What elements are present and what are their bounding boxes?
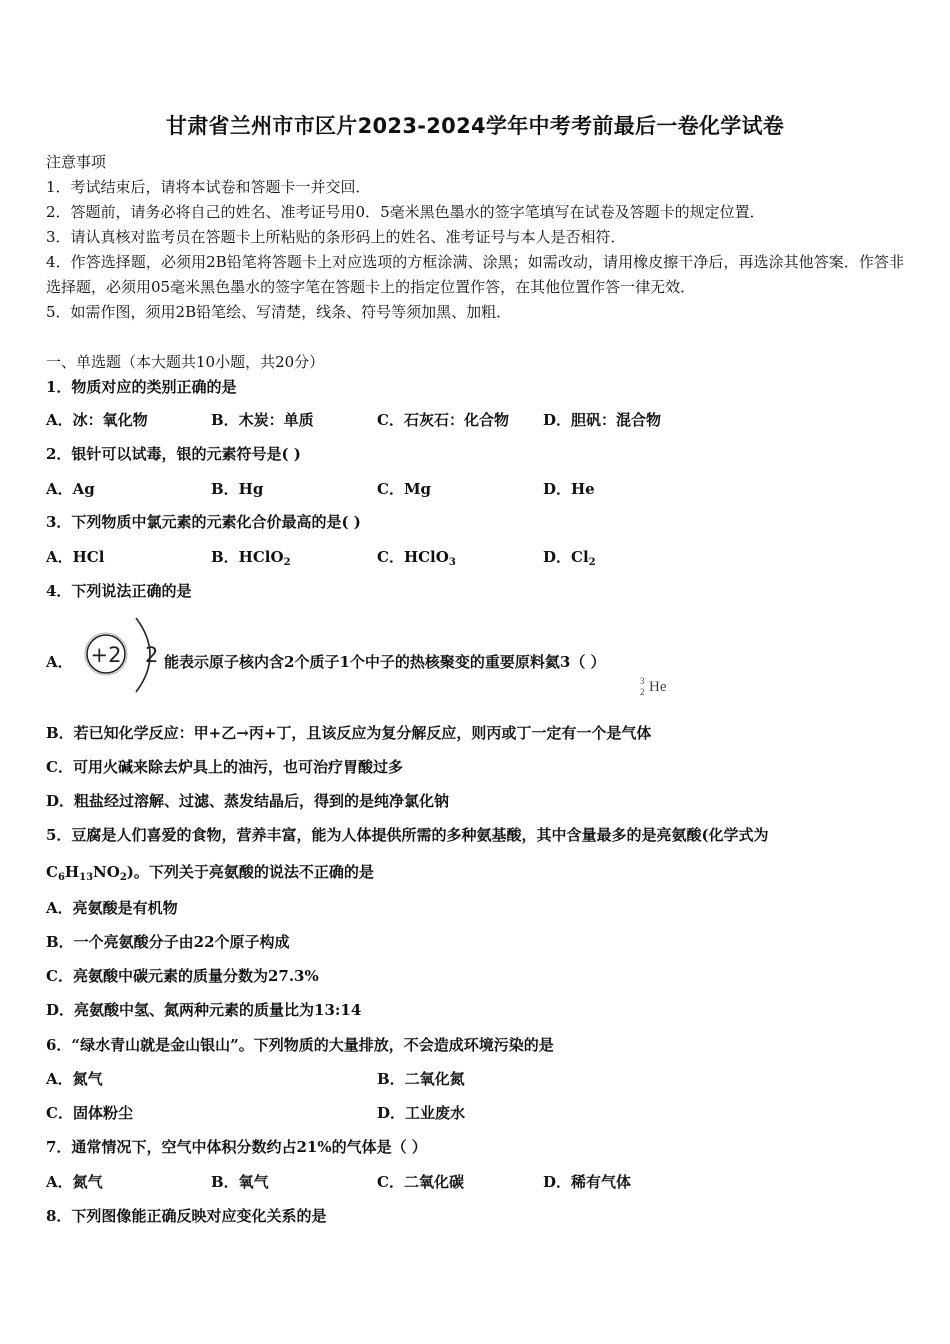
option-a: A．HCl <box>46 548 105 566</box>
option-d: D．工业废水 <box>377 1104 466 1122</box>
subscript: 6 <box>57 872 65 883</box>
shell-electron-count: 2 <box>145 643 159 667</box>
question-stem: 3．下列物质中氯元素的元素化合价最高的是( ) <box>46 513 361 531</box>
option-b: B．木炭：单质 <box>211 411 314 429</box>
question-stem: 6．“绿水青山就是金山银山”。下列物质的大量排放，不会造成环境污染的是 <box>46 1036 554 1054</box>
option-d: D．He <box>543 480 595 498</box>
isotope-mass-number: 3 <box>640 676 645 686</box>
option-d: D．亮氨酸中氢、氮两种元素的质量比为13:14 <box>46 1001 362 1019</box>
option-c: C．可用火碱来除去炉具上的油污，也可治疗胃酸过多 <box>46 758 403 776</box>
isotope-atomic-number: 2 <box>640 687 645 697</box>
question-stem-line2 <box>46 862 374 882</box>
question-stem: 2．银针可以试毒，银的元素符号是( ) <box>46 445 301 463</box>
option-b: B．二氧化氮 <box>377 1070 465 1088</box>
nucleus-charge: +2 <box>90 643 122 667</box>
option-a: A．Ag <box>46 480 95 498</box>
option-b: B．氧气 <box>211 1173 269 1191</box>
option-d: D．粗盐经过溶解、过滤、蒸发结晶后，得到的是纯净氯化钠 <box>46 792 450 810</box>
option-a: A．氮气 <box>46 1070 103 1088</box>
option-d <box>543 547 596 567</box>
helium-3-isotope-notation <box>640 676 680 698</box>
option-c: C．固体粉尘 <box>46 1104 133 1122</box>
option-a: A．冰：氧化物 <box>46 411 148 429</box>
question-stem: 8．下列图像能正确反映对应变化关系的是 <box>46 1207 327 1225</box>
question-stem: 7．通常情况下，空气中体积分数约占21%的气体是（ ） <box>46 1138 427 1156</box>
notice-item: 1．考试结束后，请将本试卷和答题卡一并交回． <box>46 178 371 196</box>
question-stem: 1．物质对应的类别正确的是 <box>46 378 237 396</box>
question-stem: 4．下列说法正确的是 <box>46 582 192 600</box>
question-stem: 5．豆腐是人们喜爱的食物，营养丰富，能为人体提供所需的多种氨基酸，其中含量最多的是亮氨酸(化学式为 <box>46 826 769 844</box>
option-c: C．二氧化碳 <box>377 1173 464 1191</box>
atom-structure-svg <box>78 612 168 698</box>
option-c: C．石灰石：化合物 <box>377 411 509 429</box>
option-a: A．亮氨酸是有机物 <box>46 899 178 917</box>
section-heading: 一、单选题（本大题共10小题，共20分） <box>46 353 325 371</box>
option-a: A．氮气 <box>46 1173 103 1191</box>
atom-structure-diagram <box>78 612 168 698</box>
notice-item: 4．作答选择题，必须用2B铅笔将答题卡上对应选项的方框涂满、涂黑；如需改动，请用橡皮擦干净后，再选涂其他答案．作答非选择题，必须用05毫米黑色墨水的签字笔在答题卡上的指定位置作答，在其他位置作答一律无效． <box>46 253 904 296</box>
subscript: 3 <box>448 557 456 568</box>
option-a-text: 能表示原子核内含2个质子1个中子的热核聚变的重要原料氦3（ ） <box>164 653 606 671</box>
formula-h: H <box>64 863 80 881</box>
option-label: D．Cl <box>543 548 589 566</box>
isotope-symbol: He <box>649 679 667 695</box>
stem-tail: )。下列关于亮氨酸的说法不正确的是 <box>126 863 374 881</box>
notice-item: 3．请认真核对监考员在答题卡上所粘贴的条形码上的姓名、准考证号与本人是否相符． <box>46 228 626 246</box>
option-b: B．Hg <box>211 480 264 498</box>
notice-item: 2．答题前，请务必将自己的姓名、准考证号用0．5毫米黑色墨水的签字笔填写在试卷及答题卡的规定位置． <box>46 203 765 221</box>
option-b: B．一个亮氨酸分子由22个原子构成 <box>46 933 290 951</box>
option-c: C．亮氨酸中碳元素的质量分数为27.3% <box>46 967 319 985</box>
option-b: B．若已知化学反应：甲+乙→丙+丁，且该反应为复分解反应，则丙或丁一定有一个是气体 <box>46 724 652 742</box>
subscript: 2 <box>588 557 596 568</box>
option-c <box>377 547 456 567</box>
option-b <box>211 547 291 567</box>
option-label: C．HClO <box>377 548 449 566</box>
subscript: 2 <box>283 557 291 568</box>
option-a-label: A． <box>46 653 73 671</box>
notice-heading: 注意事项 <box>46 153 107 171</box>
formula-no: NO <box>93 863 120 881</box>
formula-c: C <box>46 863 58 881</box>
subscript: 13 <box>79 872 94 883</box>
option-label: B．HClO <box>211 548 284 566</box>
option-c: C．Mg <box>377 480 432 498</box>
subscript: 2 <box>119 872 127 883</box>
exam-title: 甘肃省兰州市市区片2023-2024学年中考考前最后一卷化学试卷 <box>165 114 785 138</box>
option-d: D．胆矾：混合物 <box>543 411 662 429</box>
notice-item: 5．如需作图，须用2B铅笔绘、写清楚，线条、符号等须加黑、加粗． <box>46 303 512 321</box>
option-d: D．稀有气体 <box>543 1173 632 1191</box>
